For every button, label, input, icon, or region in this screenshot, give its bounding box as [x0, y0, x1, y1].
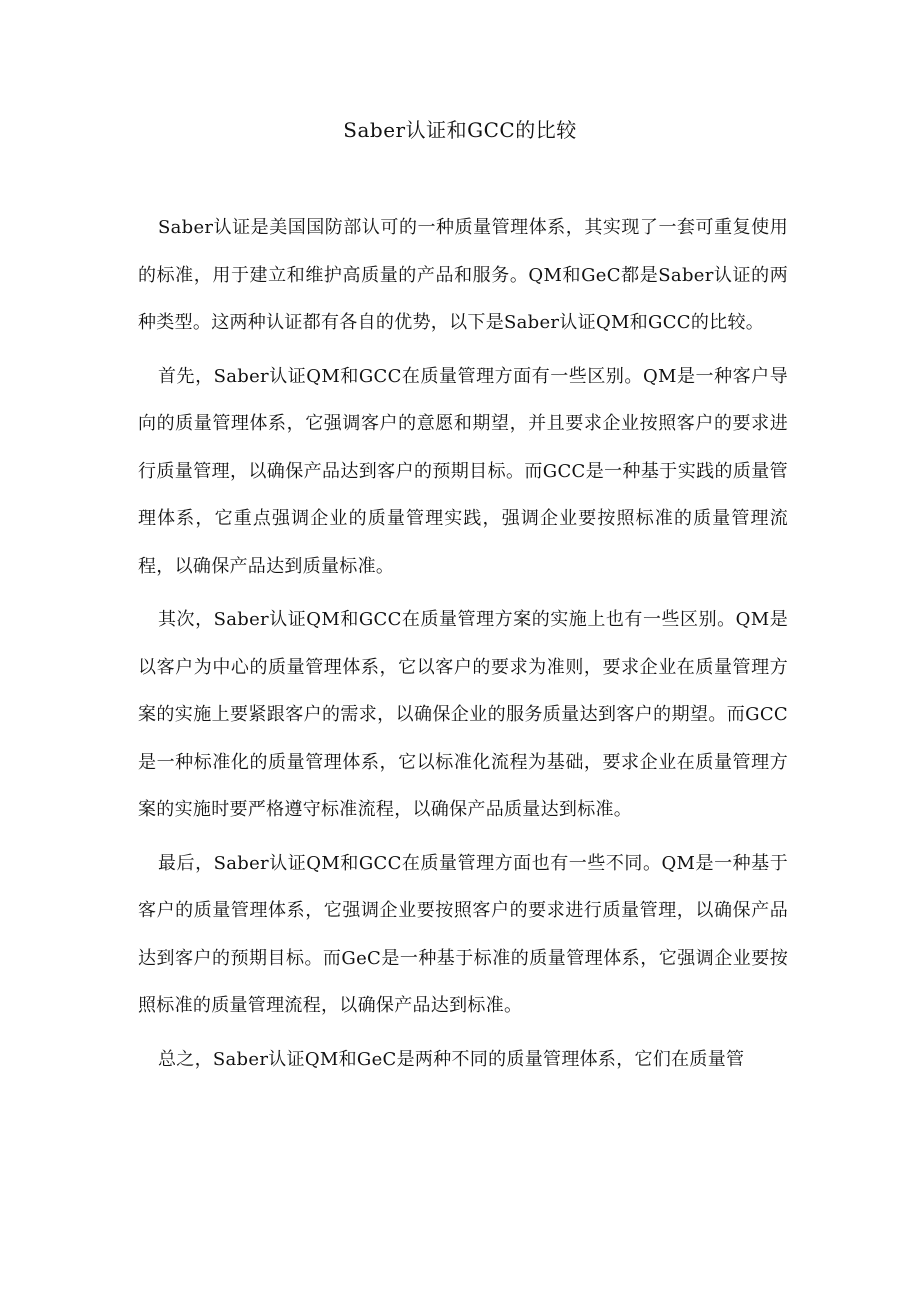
- paragraph-intro: Saber认证是美国国防部认可的一种质量管理体系，其实现了一套可重复使用的标准，用于建立和维护高质量的产品和服务。QM和GeC都是Saber认证的两种类型。这两种认证都有各自的优势，以下是Saber认证QM和GCC的比较。: [138, 217, 788, 333]
- paragraph-first-difference: 首先，Saber认证QM和GCC在质量管理方面有一些区别。QM是一种客户导向的质量管理体系，它强调客户的意愿和期望，并且要求企业按照客户的要求进行质量管理，以确保产品达到客户的预期目标。而GCC是一种基于实践的质量管理体系，它重点强调企业的质量管理实践，强调企业要按照标准的质量管理流程，以确保产品达到质量标准。: [138, 365, 788, 577]
- paragraph-conclusion: 总之，Saber认证QM和GeC是两种不同的质量管理体系，它们在质量管: [158, 1048, 745, 1070]
- paragraph-second-difference: 其次，Saber认证QM和GCC在质量管理方案的实施上也有一些区别。QM是以客户为中心的质量管理体系，它以客户的要求为准则，要求企业在质量管理方案的实施上要紧跟客户的需求，以确保企业的服务质量达到客户的期望。而GCC是一种标准化的质量管理体系，它以标准化流程为基础，要求企业在质量管理方案的实施时要严格遵守标准流程，以确保产品质量达到标准。: [138, 609, 788, 820]
- paragraph-last-difference: 最后，Saber认证QM和GCC在质量管理方面也有一些不同。QM是一种基于客户的质量管理体系，它强调企业要按照客户的要求进行质量管理，以确保产品达到客户的预期目标。而GeC是一种基于标准的质量管理体系，它强调企业要按照标准的质量管理流程，以确保产品达到标准。: [138, 852, 788, 1016]
- document-body: [138, 204, 788, 1089]
- document-title: Saber认证和GCC的比较: [343, 118, 577, 142]
